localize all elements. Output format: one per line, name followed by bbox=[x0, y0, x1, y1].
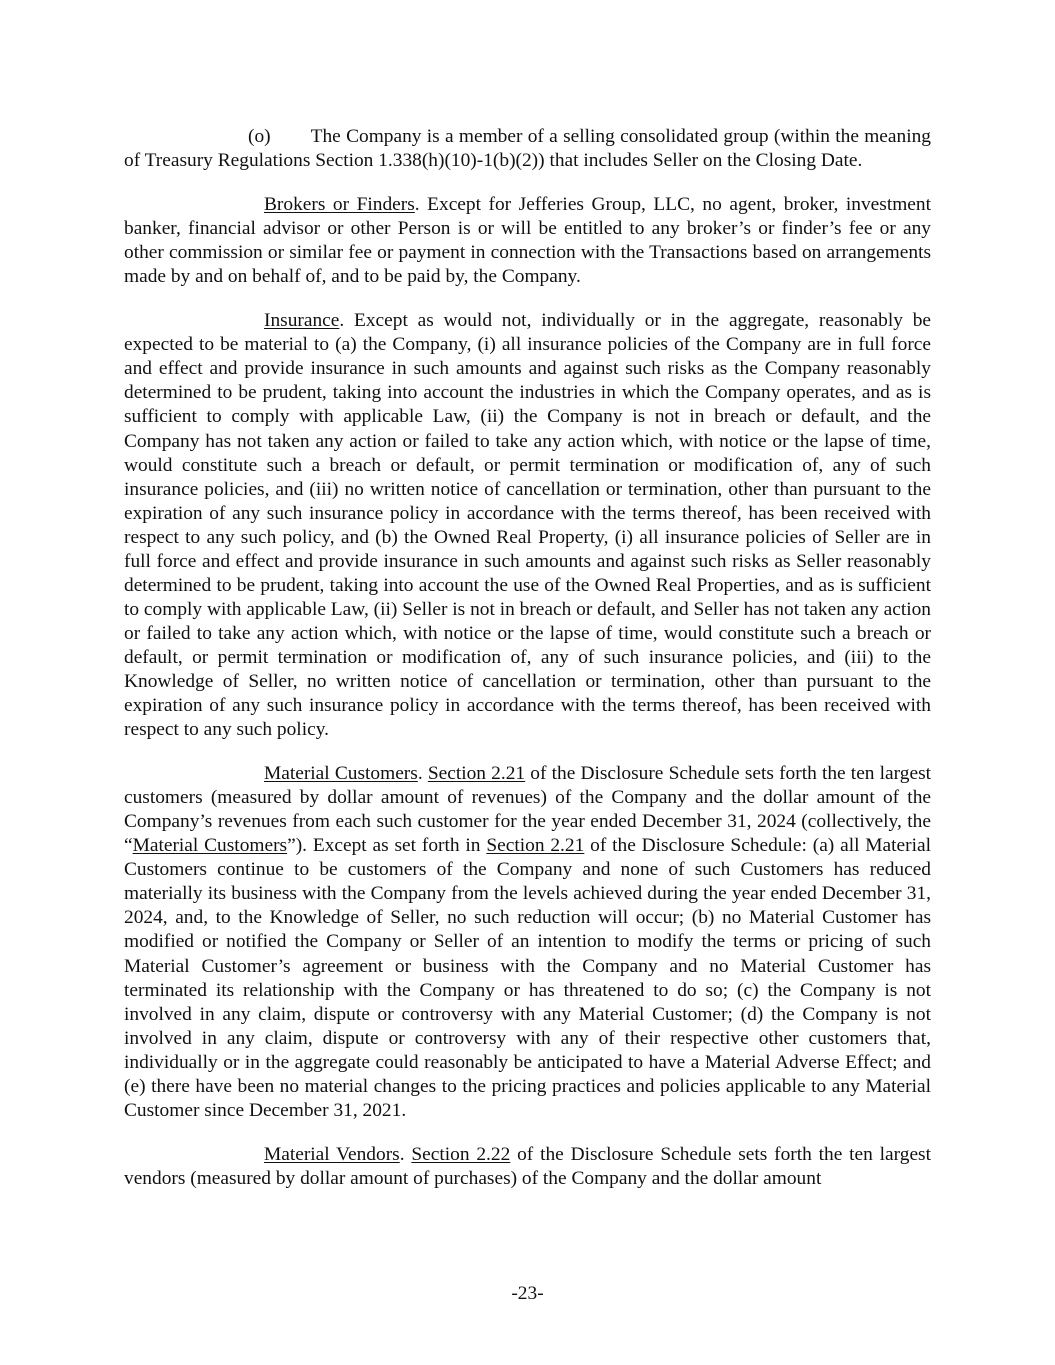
customers-sep: . bbox=[417, 763, 428, 785]
vendors-text-1: of the Disclosure Schedule sets forth the ten largest vendors (measured by dollar amount of purchases) of the Company and the dollar amount bbox=[124, 1143, 931, 1189]
paragraph-material-customers bbox=[124, 762, 931, 1123]
paragraph-material-vendors bbox=[124, 1143, 931, 1191]
vendors-section-ref: Section 2.22 bbox=[411, 1143, 511, 1165]
insurance-heading: Insurance bbox=[264, 310, 340, 332]
customers-section-ref-2: Section 2.21 bbox=[486, 835, 585, 857]
customers-text-2: ”). Except as set forth in bbox=[287, 835, 487, 857]
paragraph-o-text: The Company is a member of a selling consolidated group (within the meaning of Treasury Regulations Section 1.338(h)(10)-1(b)(2)) that includes Seller on the Closing Date. bbox=[124, 126, 931, 172]
paragraph-o-label: (o) bbox=[248, 126, 271, 147]
customers-section-ref: Section 2.21 bbox=[427, 763, 526, 785]
customers-text-1: of the Disclosure Schedule sets forth the ten largest customers (measured by dollar amount of revenues) of the Company and the dollar amount of the Company’s revenues from each such customer for the year ended December 31, 2024 (collectively, the “ bbox=[124, 763, 932, 857]
insurance-text: . Except as would not, individually or in the aggregate, reasonably be expected to be material to (a) the Company, (i) all insurance policies of the Company are in full force and effect and provide insurance in such amounts and against such risks as the Company reasonably determined to be prudent, taking into account the industries in which the Company operates, and as is sufficient to comply with applicable Law, (ii) the Company is not in breach or default, and the Company has not taken any action or failed to take any action which, with notice or the lapse of time, would constitute such a breach or default, or permit termination or modification of, any of such insurance policies, and (iii) no written notice of cancellation or termination, other than pursuant to the expiration of any such insurance policy in accordance with the terms thereof, has been received with respect to any such policy, and (b) the Owned Real Property, (i) all insurance policies of Seller are in full force and effect and provide insurance in such amounts and against such risks as Seller reasonably determined to be prudent, taking into account the use of the Owned Real Properties, and as is sufficient to comply with applicable Law, (ii) Seller is not in breach or default, and Seller has not taken any action or failed to take any action which, with notice or the lapse of time, would constitute such a breach or default, or permit termination or modification of, any of such insurance policies, and (iii) to the Knowledge of Seller, no written notice of cancellation or termination, other than pursuant to the expiration of any such insurance policy in accordance with the terms thereof, has been received with respect to any such policy. bbox=[124, 310, 931, 741]
paragraph-o bbox=[124, 125, 931, 173]
customers-text-3: of the Disclosure Schedule: (a) all Material Customers continue to be customers of the Company and none of such Customers has reduced materially its business with the Company from the levels achieved during the year ended December 31, 2024, and, to the Knowledge of Seller, no such reduction will occur; (b) no Material Customer has modified or notified the Company or Seller of an intention to modify the terms or pricing of such Material Customer’s agreement or business with the Company and no Material Customer has terminated its relationship with the Company or has threatened to do so; (c) the Company is not involved in any claim, dispute or controversy with any Material Customer; (d) the Company is not involved in any claim, dispute or controversy with any of their respective other customers that, individually or in the aggregate could reasonably be anticipated to have a Material Adverse Effect; and (e) there have been no material changes to the pricing practices and policies applicable to any Material Customer since December 31, 2021. bbox=[124, 835, 931, 1121]
paragraph-insurance bbox=[124, 309, 931, 742]
document-page bbox=[124, 125, 931, 1191]
customers-heading: Material Customers bbox=[264, 763, 418, 785]
vendors-heading: Material Vendors bbox=[264, 1143, 400, 1165]
brokers-heading: Brokers or Finders bbox=[264, 194, 415, 216]
brokers-text: . Except for Jefferies Group, LLC, no agent, broker, investment banker, financial advisor or other Person is or will be entitled to any broker’s or finder’s fee or any other commission or similar fee or payment in connection with the Transactions based on arrangements made by and on behalf of, and to be paid by, the Company. bbox=[124, 194, 931, 288]
vendors-sep: . bbox=[399, 1143, 412, 1165]
paragraph-brokers bbox=[124, 193, 931, 289]
customers-defined-term: Material Customers bbox=[132, 835, 288, 857]
page-number: -23- bbox=[511, 1283, 544, 1304]
